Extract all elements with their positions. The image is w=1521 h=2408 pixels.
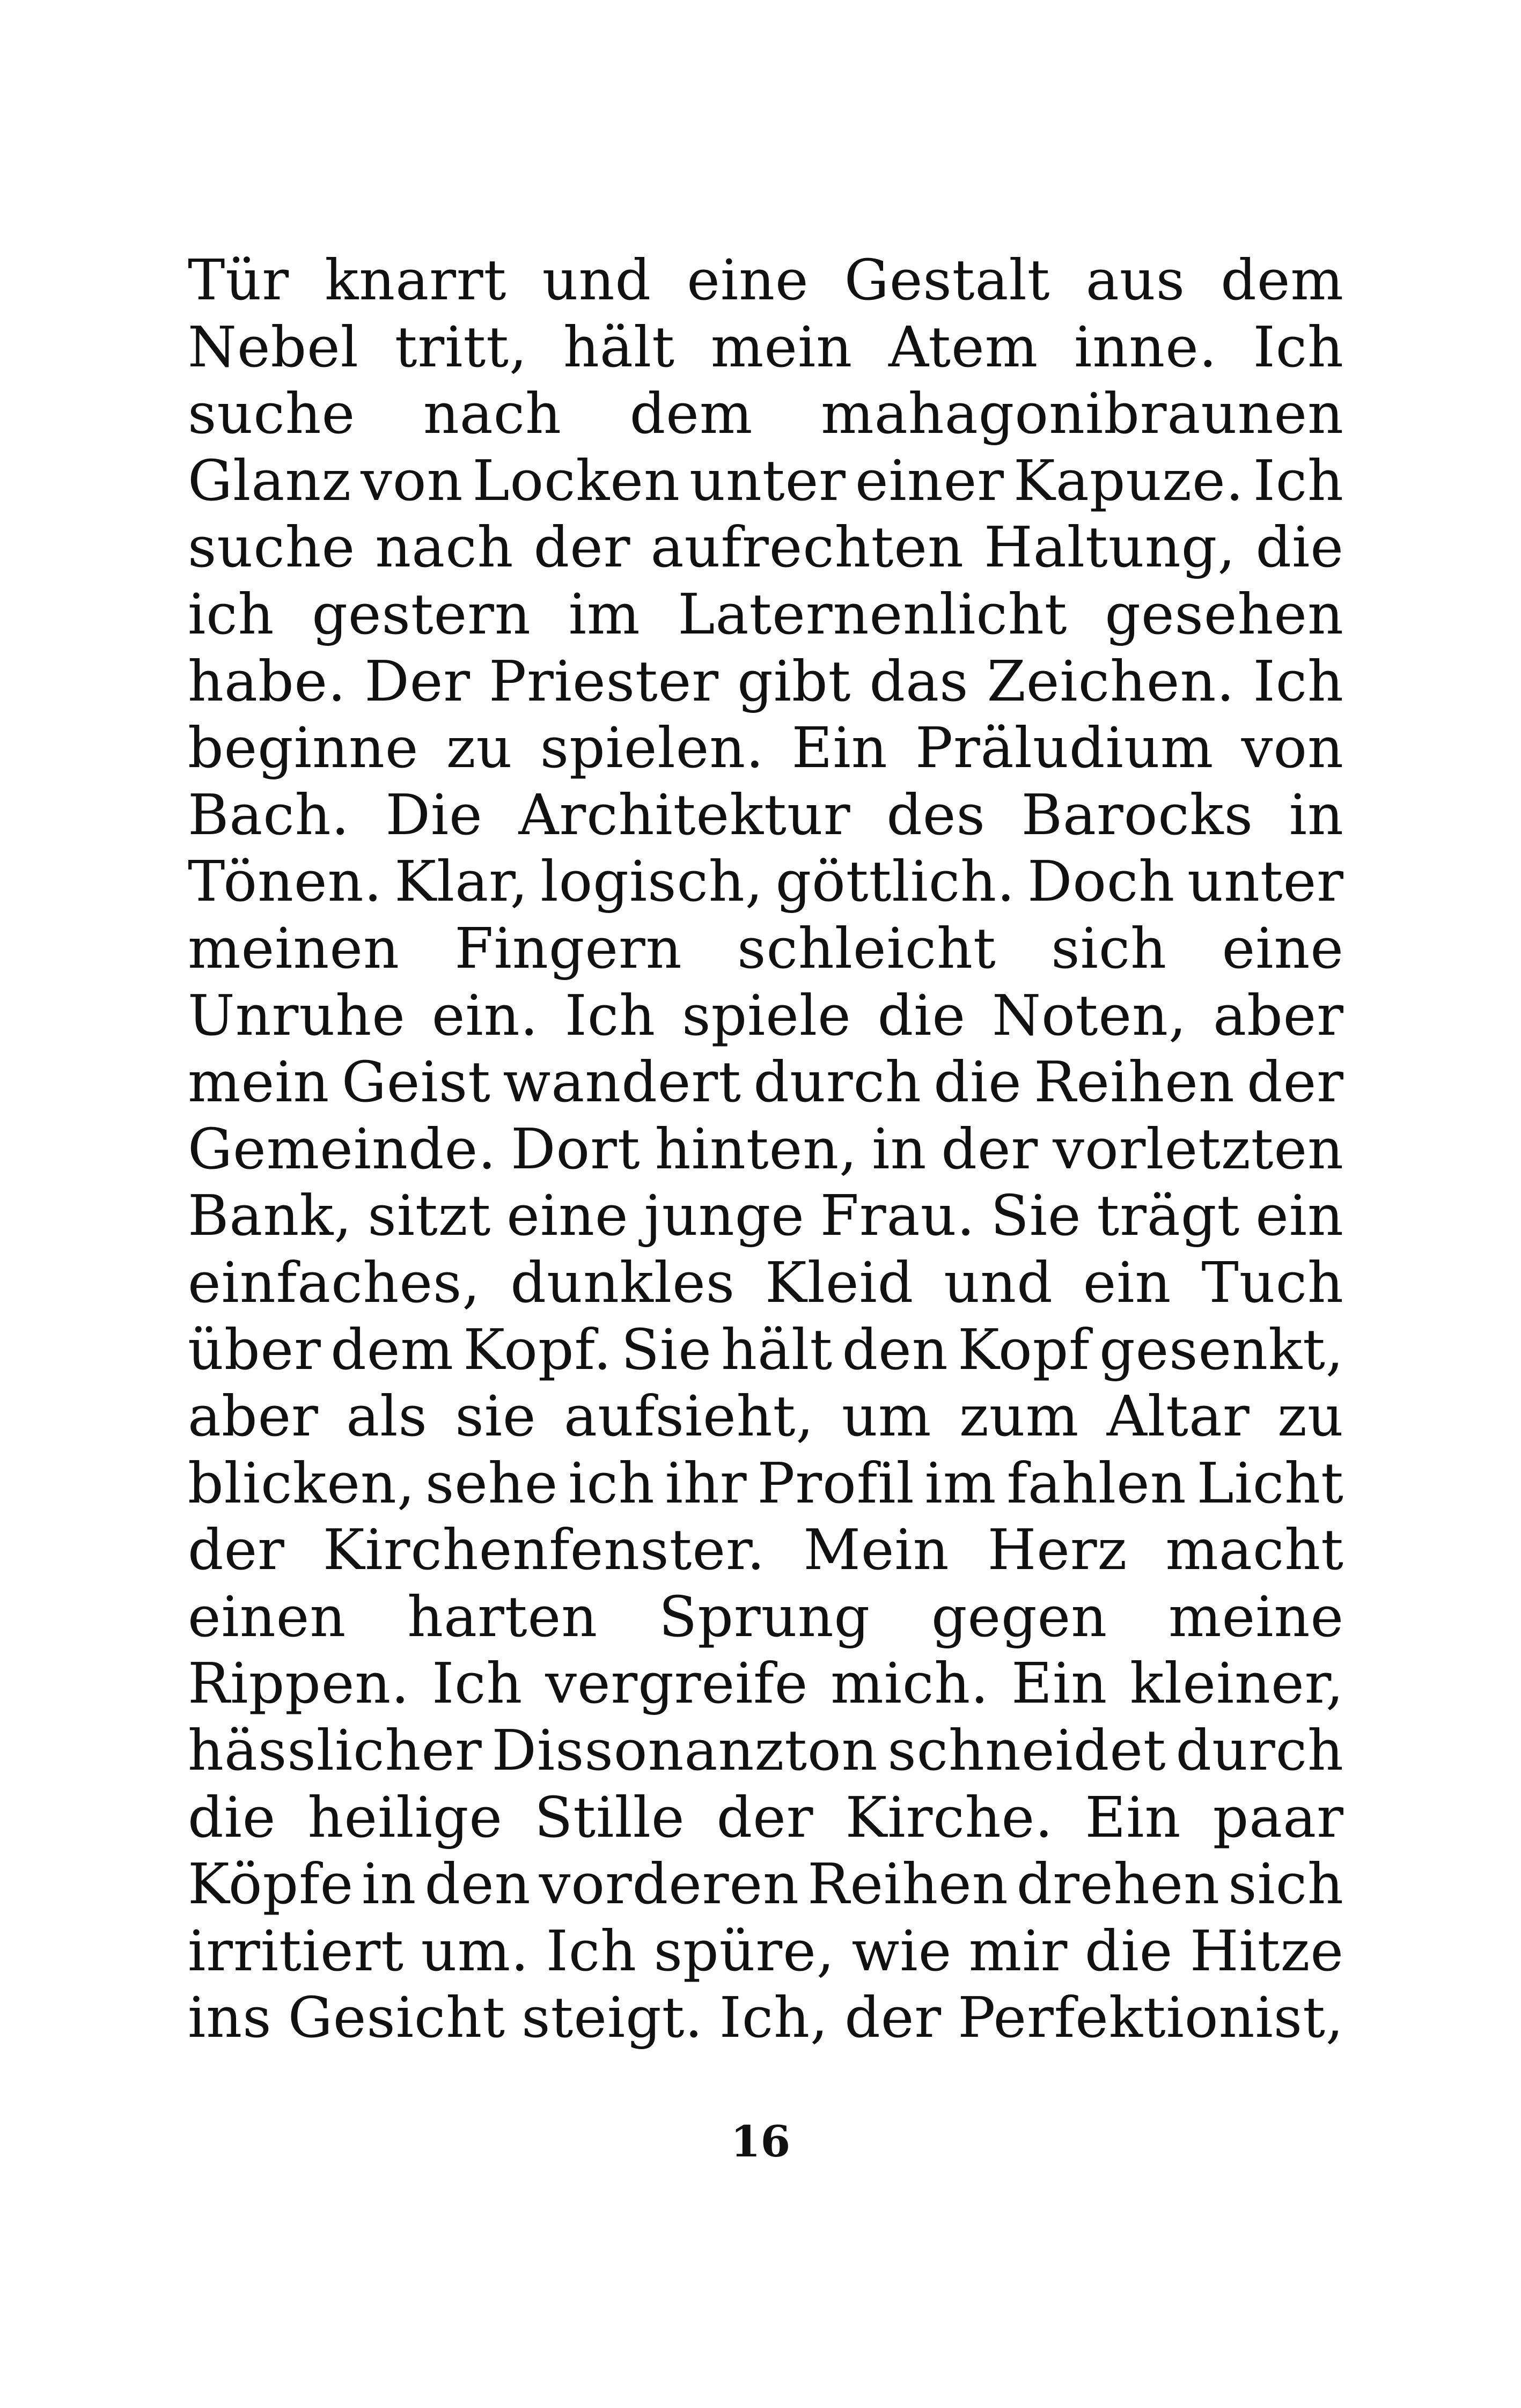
word: Doch [1027,849,1175,915]
word: Der [364,648,471,714]
word: Glanz [188,447,352,513]
word: Sprung [659,1584,871,1649]
word: aufrechten [650,514,964,580]
word: harten [407,1584,598,1649]
word: den [842,1316,949,1382]
word: der [716,1784,814,1850]
word: als [346,1383,428,1449]
word: aufsieht, [563,1383,814,1449]
word: Licht [1196,1450,1344,1516]
word: drehen [1016,1851,1221,1917]
word: suche [188,381,356,447]
text-line [188,380,1344,447]
word: Gesicht [288,1985,506,2051]
word: Ich [1253,447,1344,513]
word: logisch, [540,849,763,915]
word: Altar [1106,1383,1250,1449]
word: Ich [546,1918,637,1984]
word: und [944,1249,1053,1315]
word: die [1255,514,1344,580]
word: gesenkt, [1099,1316,1344,1382]
word: unter [689,447,846,513]
text-line [188,715,1344,782]
word: die [934,1049,1022,1115]
page-number: 16 [730,2116,791,2167]
word: Noten, [992,982,1187,1048]
word: dem [629,381,753,447]
word: Kirche. [845,1784,1054,1850]
word: spiele [682,982,851,1048]
word: nach [423,381,562,447]
word: Locken [472,447,680,513]
text-line [188,1249,1344,1316]
text-line [188,1717,1344,1784]
word: Barocks [1021,782,1253,848]
word: gesehen [1105,581,1344,647]
word: der [533,514,631,580]
word: Reihen [1034,1049,1235,1115]
word: sehe [425,1450,559,1516]
word: Ein [1085,1784,1181,1850]
word: Rippen. [188,1651,410,1717]
word: Ein [791,715,888,781]
text-line [188,915,1344,982]
text-line [188,581,1344,648]
word: Kapuze. [1013,447,1244,513]
text-line [188,1851,1344,1918]
word: Ich, [719,1985,829,2051]
word: zu [446,715,513,781]
word: aber [1213,982,1344,1048]
word: mein [710,314,853,380]
word: Bach. [188,782,350,848]
word: Mein [803,1517,950,1583]
word: einen [188,1584,347,1649]
word: Tür [188,247,290,313]
word: Klar, [394,849,528,915]
word: kleiner, [1130,1651,1344,1717]
word: sich [1051,915,1167,981]
word: irritiert [188,1918,405,1984]
text-line [188,1650,1344,1717]
word: Sie [621,1316,712,1382]
word: knarrt [325,247,507,313]
word: ein. [431,982,539,1048]
word: Kopf. [463,1316,612,1382]
word: mich. [831,1651,989,1717]
word: Architektur [518,782,851,848]
word: durch [753,1049,922,1115]
word: gestern [312,581,531,647]
text-line [188,1918,1344,1985]
word: in [362,1851,417,1917]
word: Atem [888,314,1039,380]
text-line [188,1784,1344,1851]
word: sitzt [368,1183,491,1249]
word: beginne [188,715,419,781]
word: im [568,581,641,647]
text-line [188,1116,1344,1183]
word: ich [568,1450,655,1516]
word: der [188,1517,285,1583]
word: habe. [188,648,347,714]
word: schleicht [737,915,996,981]
word: Die [385,782,483,848]
word: paar [1213,1784,1344,1850]
word: Zeichen. [987,648,1235,714]
word: inne. [1074,314,1217,380]
word: um. [421,1918,530,1984]
word: Frau. [820,1183,975,1249]
word: Ich [432,1651,523,1717]
word: der [941,1116,1039,1182]
word: mahagonibraunen [821,381,1344,447]
word: Kleid [765,1249,914,1315]
word: der [1247,1049,1344,1115]
word: zu [1277,1383,1344,1449]
word: ins [188,1985,272,2051]
word: steigt. [521,1985,703,2051]
word: blicken, [188,1450,415,1516]
text-line [188,1516,1344,1584]
word: gegen [931,1584,1108,1649]
word: einfaches, [188,1249,481,1315]
word: die [1084,1918,1173,1984]
word: Nebel [188,314,359,380]
word: junge [644,1183,805,1249]
word: Unruhe [188,982,406,1048]
word: macht [1165,1517,1344,1583]
word: in [1289,782,1344,848]
word: heilige [307,1784,503,1850]
text-line [188,1584,1344,1651]
word: Perfektionist, [958,1985,1344,2051]
word: hässlicher [188,1718,482,1784]
word: vergreife [545,1651,809,1717]
word: Dissonanzton [491,1718,878,1784]
word: eine [687,247,809,313]
word: meinen [188,915,400,981]
text-line [188,1450,1344,1517]
word: Präludium [915,715,1214,781]
word: Geist [341,1049,491,1115]
word: Gestalt [844,247,1050,313]
word: durch [1175,1718,1344,1784]
word: von [1241,715,1344,781]
word: nach [375,514,514,580]
word: der [844,1985,942,2051]
word: Haltung, [984,514,1236,580]
text-line [188,1316,1344,1383]
word: eine [506,1183,629,1249]
word: Ich [1253,648,1344,714]
word: Gemeinde. [188,1116,497,1182]
word: Ich [564,982,656,1048]
word: ein [1083,1249,1172,1315]
word: über [188,1316,321,1382]
text-line [188,782,1344,849]
word: meine [1169,1584,1344,1649]
word: ihr [665,1450,747,1516]
word: dunkles [510,1249,736,1315]
text-line [188,514,1344,581]
word: Profil [757,1450,915,1516]
word: einer [855,447,1005,513]
word: spielen. [540,715,765,781]
text-line [188,982,1344,1049]
word: Herz [987,1517,1128,1583]
word: den [424,1851,531,1917]
text-line [188,247,1344,314]
word: mein [188,1049,330,1115]
word: Ein [1011,1651,1108,1717]
word: Priester [489,648,719,714]
text-line [188,314,1344,381]
word: um [841,1383,932,1449]
word: Stille [534,1784,685,1850]
word: Ich [1253,314,1344,380]
word: schneidet [887,1718,1166,1784]
text-line [188,848,1344,915]
word: im [924,1450,997,1516]
word: Hitze [1189,1918,1344,1984]
word: und [542,247,652,313]
word: ich [188,581,275,647]
word: tritt, [394,314,528,380]
word: suche [188,514,356,580]
word: dem [330,1316,454,1382]
body-text [188,247,1344,2051]
word: trägt [1097,1183,1240,1249]
word: hält [721,1316,833,1382]
word: aber [188,1383,319,1449]
word: vorderen [539,1851,800,1917]
word: wie [851,1918,952,1984]
word: das [869,648,969,714]
word: in [872,1116,927,1182]
word: hinten, [655,1116,858,1182]
word: vorletzten [1053,1116,1344,1182]
text-line [188,648,1344,715]
word: unter [1187,849,1344,915]
word: Tönen. [188,849,383,915]
text-line [188,1984,1344,2051]
word: die [877,982,966,1048]
word: Kopf [958,1316,1090,1382]
word: aus [1085,247,1186,313]
word: hält [563,314,675,380]
word: dem [1221,247,1344,313]
word: Sie [990,1183,1082,1249]
word: sich [1228,1851,1344,1917]
word: Reihen [807,1851,1009,1917]
word: eine [1222,915,1344,981]
word: des [886,782,986,848]
word: Fingern [454,915,682,981]
word: zum [959,1383,1079,1449]
word: Dort [511,1116,641,1182]
word: von [361,447,464,513]
word: ein [1255,1183,1344,1249]
word: wandert [503,1049,741,1115]
word: Laternenlicht [678,581,1068,647]
word: spüre, [653,1918,835,1984]
word: Bank, [188,1183,352,1249]
text-line [188,447,1344,514]
word: sie [455,1383,537,1449]
word: gibt [737,648,851,714]
word: die [188,1784,276,1850]
word: Tuch [1201,1249,1344,1315]
text-line [188,1383,1344,1450]
word: mir [968,1918,1068,1984]
word: göttlich. [775,849,1016,915]
text-line [188,1182,1344,1249]
word: Köpfe [188,1851,354,1917]
text-line [188,1049,1344,1116]
word: fahlen [1006,1450,1187,1516]
word: Kirchenfenster. [322,1517,766,1583]
